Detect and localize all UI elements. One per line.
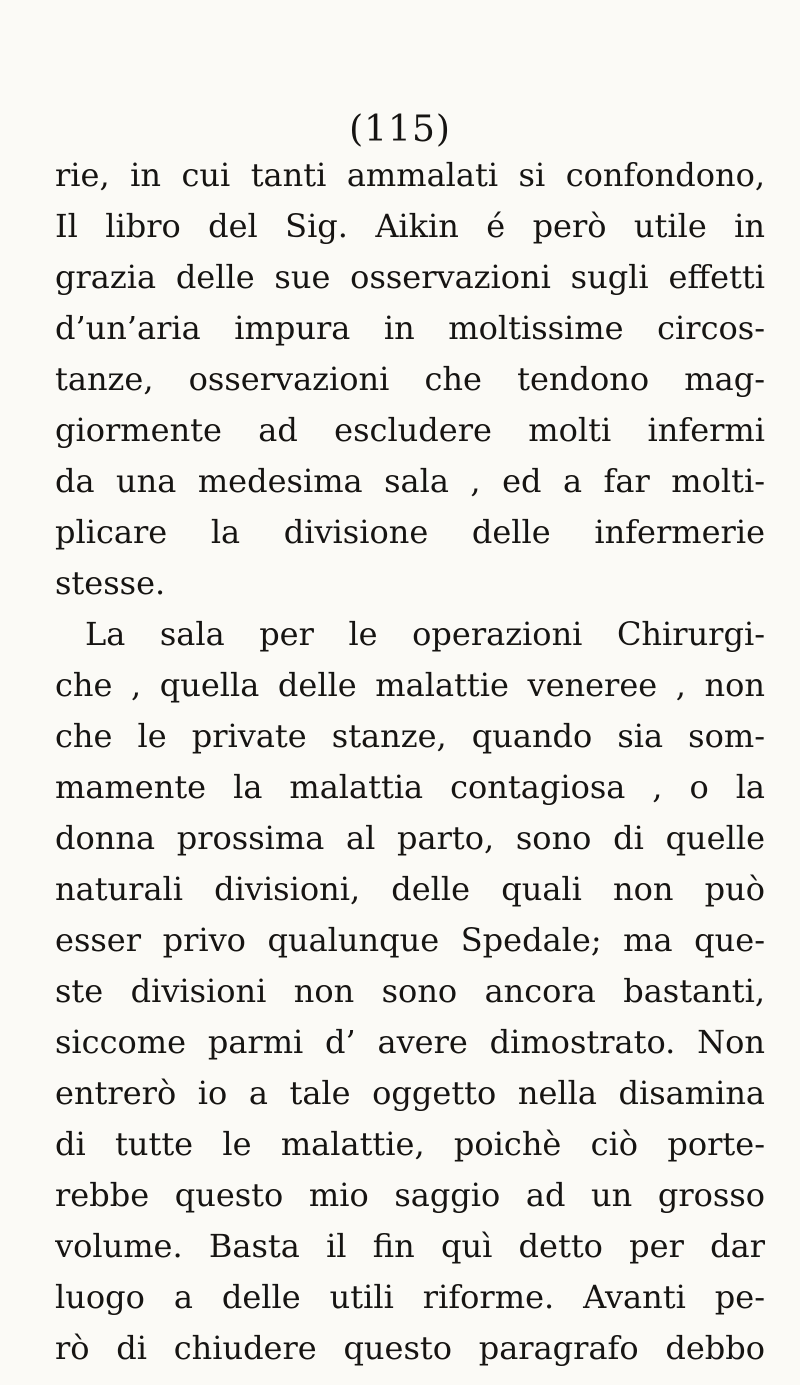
text-line: Il libro del Sig. Aikin é però utile in — [55, 207, 765, 245]
text-line: che le private stanze, quando sia som- — [55, 717, 765, 755]
body-text — [55, 150, 765, 1374]
text-line: d’un’aria impura in moltissime circos- — [55, 309, 765, 347]
text-line: esser privo qualunque Spedale; ma que- — [55, 921, 765, 959]
text-line: volume. Basta il fin quì detto per dar — [55, 1227, 765, 1265]
text-line: di tutte le malattie, poichè ciò porte- — [55, 1125, 765, 1163]
text-line: donna prossima al parto, sono di quelle — [55, 819, 765, 857]
text-line: rò di chiudere questo paragrafo debbo — [55, 1329, 765, 1367]
text-line: stesse. — [55, 564, 166, 602]
text-line: entrerò io a tale oggetto nella disamina — [55, 1074, 765, 1112]
text-line: La sala per le operazioni Chirurgi- — [85, 615, 765, 653]
text-line: da una medesima sala , ed a far molti- — [55, 462, 765, 500]
text-line: luogo a delle utili riforme. Avanti pe- — [55, 1278, 765, 1316]
text-line: giormente ad escludere molti infermi — [55, 411, 765, 449]
text-line: che , quella delle malattie veneree , non — [55, 666, 765, 704]
text-line: mamente la malattia contagiosa , o la — [55, 768, 765, 806]
text-line: rebbe questo mio saggio ad un grosso — [55, 1176, 765, 1214]
text-line: siccome parmi d’ avere dimostrato. Non — [55, 1023, 765, 1061]
text-line: tanze, osservazioni che tendono mag- — [55, 360, 765, 398]
text-line: naturali divisioni, delle quali non può — [55, 870, 765, 908]
page-number: (115) — [349, 109, 451, 150]
text-line: plicare la divisione delle infermerie — [55, 513, 765, 551]
text-line: grazia delle sue osservazioni sugli effetti — [55, 258, 765, 296]
text-line: rie, in cui tanti ammalati si confondono, — [55, 156, 765, 194]
text-line: ste divisioni non sono ancora bastanti, — [55, 972, 765, 1010]
